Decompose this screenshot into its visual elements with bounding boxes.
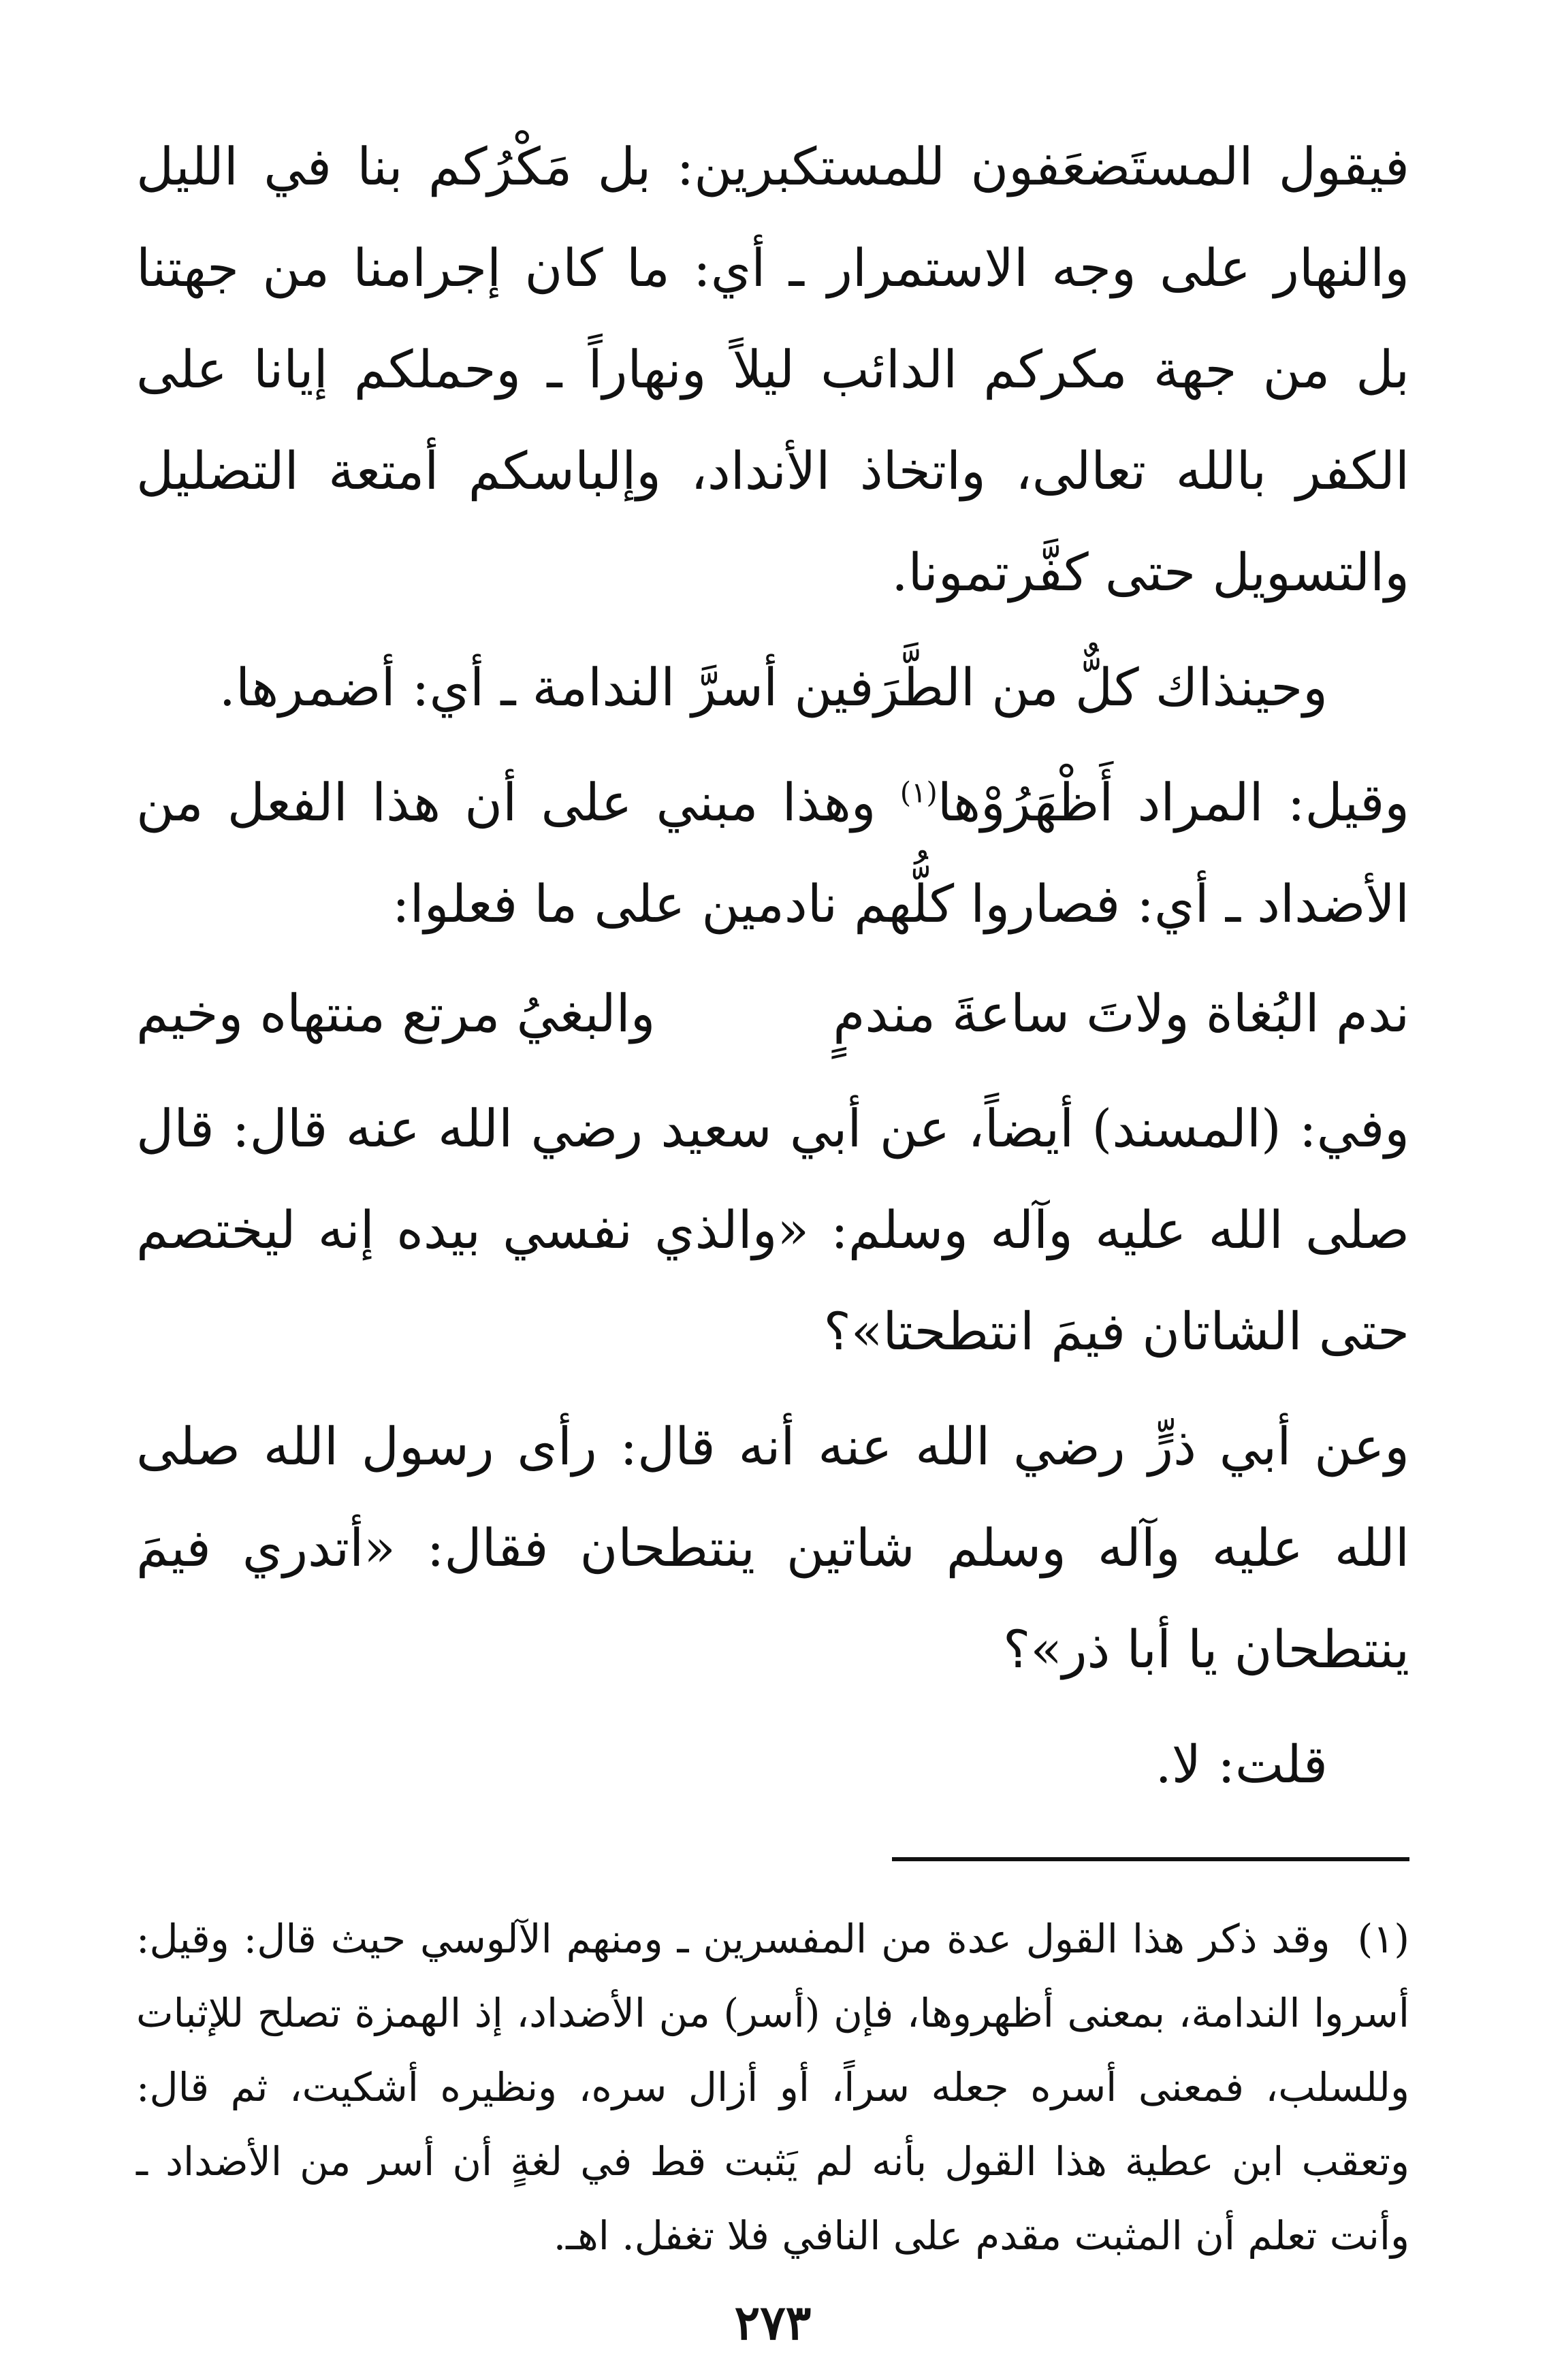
poetry-verse: [136, 963, 1409, 1064]
paragraph-3-after: وهذا مبني على أن هذا الفعل من الأضداد ـ أي: فصاروا كلُّهم نادمين على ما فعلوا:: [136, 772, 1409, 934]
footnotes: [136, 1902, 1409, 2273]
paragraph-3-before: وقيل: المراد أَظْهَرُوْها: [937, 772, 1409, 833]
paragraph-4: وفي: (المسند) أيضاً، عن أبي سعيد رضي الله عنه قال: قال صلى الله عليه وآله وسلم: «والذي نفسي بيده إنه ليختصم حتى الشاتان فيمَ انتطحتا»؟: [136, 1098, 1410, 1362]
footnote-marker: (١): [1357, 1916, 1409, 1962]
paragraph-5: وعن أبي ذرٍّ رضي الله عنه أنه قال: رأى رسول الله صلى الله عليه وآله وسلم شاتين ينتطحان فقال: «أتدري فيمَ ينتطحان يا أبا ذر»؟: [136, 1416, 1409, 1679]
footnote-reference[interactable]: (١): [899, 775, 938, 809]
verse-second-hemistich: والبغيُ مرتع منتهاه وخيم: [136, 983, 656, 1044]
book-page: [136, 116, 1410, 2351]
footnote-divider: [892, 1857, 1409, 1861]
footnote-1: [136, 1902, 1409, 2273]
page-number: ٢٧٣: [734, 2294, 812, 2351]
paragraph-3: [136, 752, 1409, 954]
verse-first-hemistich: ندم البُغاة ولاتَ ساعةَ مندمٍ: [833, 983, 1409, 1044]
paragraph-1: فيقول المستَضعَفون للمستكبرين: بل مَكْرُكم بنا في الليل والنهار على وجه الاستمرار ـ أي: ما كان إجرامنا من جهتنا بل من جهة مكركم الدائب ليلاً ونهاراً ـ وحملكم إيانا على الكفر بالله تعالى، واتخاذ الأنداد، وإلباسكم أمتعة التضليل والتسويل حتى كفَّرتمونا.: [136, 136, 1409, 602]
main-text: [136, 116, 1409, 954]
footnote-text: وقد ذكر هذا القول عدة من المفسرين ـ ومنهم الآلوسي حيث قال: وقيل: أسروا الندامة، بمعنى أظهروها، فإن (أسر) من الأضداد، إذ الهمزة تصلح للإثبات وللسلب، فمعنى أسره جعله سراً، أو أزال سره، ونظيره أشكيت، ثم قال: وتعقب ابن عطية هذا القول بأنه لم يَثبت قط في لغةٍ أن أسر من الأضداد ـ وأنت تعلم أن المثبت مقدم على النافي فلا تغفل. اهـ.: [136, 1916, 1409, 2259]
paragraph-6: قلت: لا.: [1155, 1734, 1328, 1795]
main-text-continued: [136, 1078, 1409, 1815]
paragraph-2: وحينذاك كلٌّ من الطَّرَفين أسرَّ الندامة ـ أي: أضمرها.: [219, 657, 1328, 718]
